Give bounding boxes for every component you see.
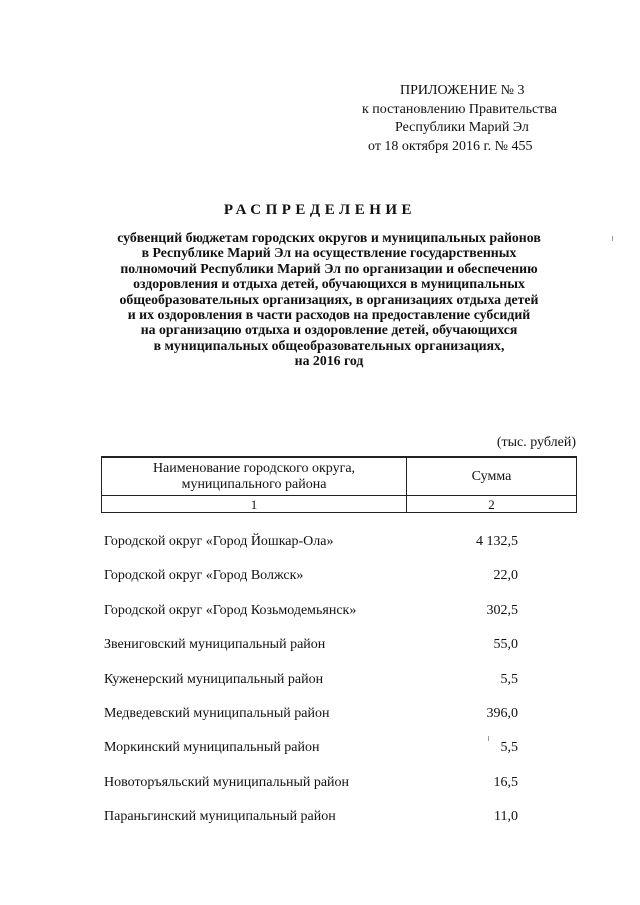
row-value: 4 132,5 xyxy=(476,534,518,549)
table-row xyxy=(104,603,524,637)
subtitle-line: полномочий Республики Марий Эл по организации и обеспечению xyxy=(120,260,538,276)
table-row xyxy=(104,637,524,671)
table-row xyxy=(104,568,524,602)
subtitle-line: в муниципальных общеобразовательных организациях, xyxy=(153,337,505,353)
row-name: Городской округ «Город Волжск» xyxy=(104,568,304,584)
table-row xyxy=(104,534,524,568)
appendix-resolution-line: к постановлению Правительства xyxy=(362,101,558,117)
row-value: 396,0 xyxy=(486,705,518,721)
row-name: Городской округ «Город Козьмодемьянск» xyxy=(104,602,357,618)
table-row xyxy=(104,672,524,706)
row-name: Медведевский муниципальный район xyxy=(104,705,330,721)
table-row xyxy=(104,740,524,774)
table-row xyxy=(104,775,524,809)
row-name: Куженерский муниципальный район xyxy=(104,671,324,687)
row-value: 5,5 xyxy=(500,740,518,756)
subtitle-line: и их оздоровления в части расходов на предоставление субсидий xyxy=(127,307,531,323)
table-body xyxy=(104,534,524,844)
row-name: Новоторъяльский муниципальный район xyxy=(104,774,350,790)
header-name-line: муниципального района xyxy=(181,476,327,492)
header-sum-cell: Сумма xyxy=(407,457,577,496)
row-value: 55,0 xyxy=(493,637,518,653)
subtitle-line: на организацию отдыха и оздоровление детей, обучающихся xyxy=(140,322,518,338)
row-value: 16,5 xyxy=(493,774,518,790)
row-name: Параньгинский муниципальный район xyxy=(104,809,336,825)
appendix-date-line: от 18 октября 2016 г. № 455 xyxy=(368,138,533,154)
row-name: Моркинский муниципальный район xyxy=(104,740,320,756)
scan-speck xyxy=(488,736,489,741)
appendix-title: ПРИЛОЖЕНИЕ № 3 xyxy=(400,83,525,98)
row-name: Городской округ «Город Йошкар-Ола» xyxy=(104,534,334,549)
column-number-2: 2 xyxy=(407,496,577,513)
row-value: 302,5 xyxy=(486,602,518,618)
row-value: 11,0 xyxy=(494,809,518,825)
document-title: РАСПРЕДЕЛЕНИЕ xyxy=(223,202,417,218)
document-subtitle xyxy=(80,230,578,369)
row-value: 5,5 xyxy=(500,671,518,687)
row-value: 22,0 xyxy=(493,568,518,584)
header-name-line: Наименование городского округа, xyxy=(152,460,356,476)
appendix-block xyxy=(350,82,600,156)
header-name-cell xyxy=(102,457,407,496)
column-number-1: 1 xyxy=(102,496,407,513)
subtitle-line: в Республике Марий Эл на осуществление государственных xyxy=(141,245,517,261)
table-row xyxy=(104,809,524,843)
subtitle-line: общеобразовательных организациях, в организациях отдыха детей xyxy=(119,291,539,307)
table-row xyxy=(104,706,524,740)
units-label: (тыс. рублей) xyxy=(496,435,576,450)
subtitle-line: субвенций бюджетам городских округов и муниципальных районов xyxy=(117,230,541,245)
row-name: Звениговский муниципальный район xyxy=(104,637,326,653)
subtitle-line: на 2016 год xyxy=(294,353,364,369)
table-header xyxy=(101,456,577,513)
scan-speck xyxy=(612,236,613,241)
appendix-republic-line: Республики Марий Эл xyxy=(395,120,529,135)
subtitle-line: оздоровления и отдыха детей, обучающихся в муниципальных xyxy=(133,276,525,292)
